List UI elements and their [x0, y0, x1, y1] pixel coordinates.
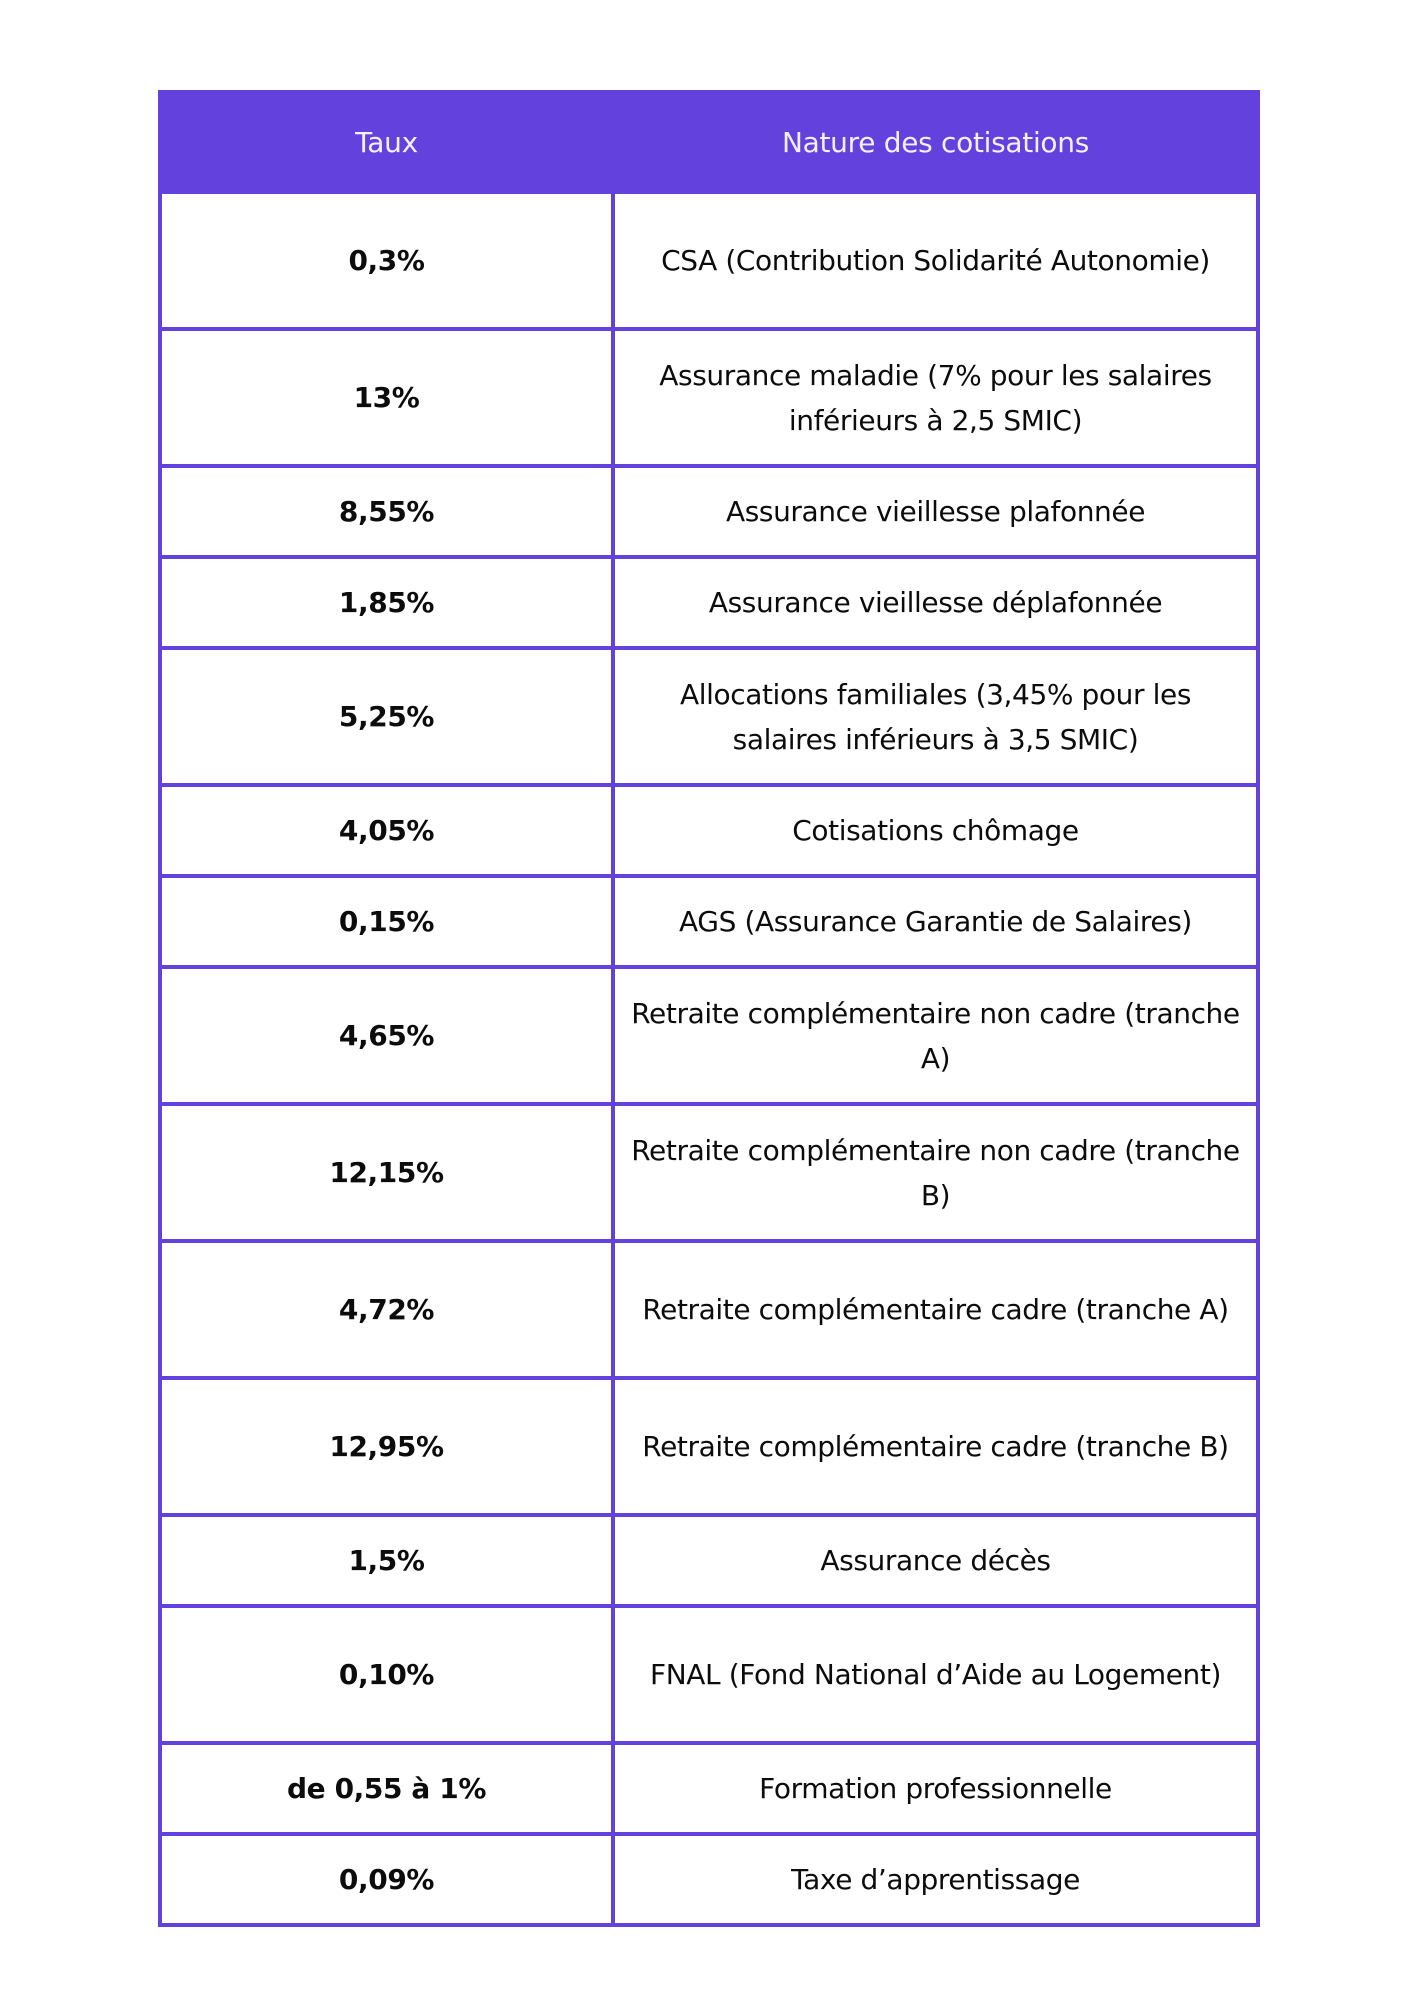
nature-cell: Cotisations chômage: [613, 785, 1258, 876]
rate-cell: 5,25%: [160, 648, 613, 785]
contributions-table-container: [158, 90, 1256, 1927]
nature-cell: Retraite complémentaire cadre (tranche B): [613, 1378, 1258, 1515]
table-row: [160, 876, 1258, 967]
rate-cell: 0,3%: [160, 192, 613, 329]
rate-cell: 0,15%: [160, 876, 613, 967]
nature-cell: Assurance vieillesse plafonnée: [613, 466, 1258, 557]
column-header-nature: Nature des cotisations: [613, 92, 1258, 192]
nature-cell: Assurance décès: [613, 1515, 1258, 1606]
nature-cell: Retraite complémentaire cadre (tranche A): [613, 1241, 1258, 1378]
table-row: [160, 466, 1258, 557]
table-row: [160, 785, 1258, 876]
table-row: [160, 329, 1258, 466]
table-row: [160, 1241, 1258, 1378]
rate-cell: 12,95%: [160, 1378, 613, 1515]
rate-cell: 0,10%: [160, 1606, 613, 1743]
nature-cell: AGS (Assurance Garantie de Salaires): [613, 876, 1258, 967]
rate-cell: 13%: [160, 329, 613, 466]
table-row: [160, 1834, 1258, 1925]
rate-cell: 4,65%: [160, 967, 613, 1104]
rate-cell: 4,05%: [160, 785, 613, 876]
nature-cell: Assurance vieillesse déplafonnée: [613, 557, 1258, 648]
contributions-table: [158, 90, 1260, 1927]
rate-cell: de 0,55 à 1%: [160, 1743, 613, 1834]
nature-cell: Formation professionnelle: [613, 1743, 1258, 1834]
nature-cell: Taxe d’apprentissage: [613, 1834, 1258, 1925]
table-row: [160, 648, 1258, 785]
nature-cell: FNAL (Fond National d’Aide au Logement): [613, 1606, 1258, 1743]
table-header-row: [160, 92, 1258, 192]
rate-cell: 1,85%: [160, 557, 613, 648]
rate-cell: 4,72%: [160, 1241, 613, 1378]
table-row: [160, 557, 1258, 648]
rate-cell: 0,09%: [160, 1834, 613, 1925]
column-header-rate: Taux: [160, 92, 613, 192]
nature-cell: Retraite complémentaire non cadre (tranche A): [613, 967, 1258, 1104]
nature-cell: Assurance maladie (7% pour les salaires inférieurs à 2,5 SMIC): [613, 329, 1258, 466]
rate-cell: 12,15%: [160, 1104, 613, 1241]
table-row: [160, 1606, 1258, 1743]
nature-cell: CSA (Contribution Solidarité Autonomie): [613, 192, 1258, 329]
table-row: [160, 1378, 1258, 1515]
table-row: [160, 1515, 1258, 1606]
table-row: [160, 967, 1258, 1104]
rate-cell: 8,55%: [160, 466, 613, 557]
rate-cell: 1,5%: [160, 1515, 613, 1606]
table-row: [160, 1104, 1258, 1241]
nature-cell: Retraite complémentaire non cadre (tranche B): [613, 1104, 1258, 1241]
nature-cell: Allocations familiales (3,45% pour les salaires inférieurs à 3,5 SMIC): [613, 648, 1258, 785]
table-row: [160, 1743, 1258, 1834]
table-row: [160, 192, 1258, 329]
